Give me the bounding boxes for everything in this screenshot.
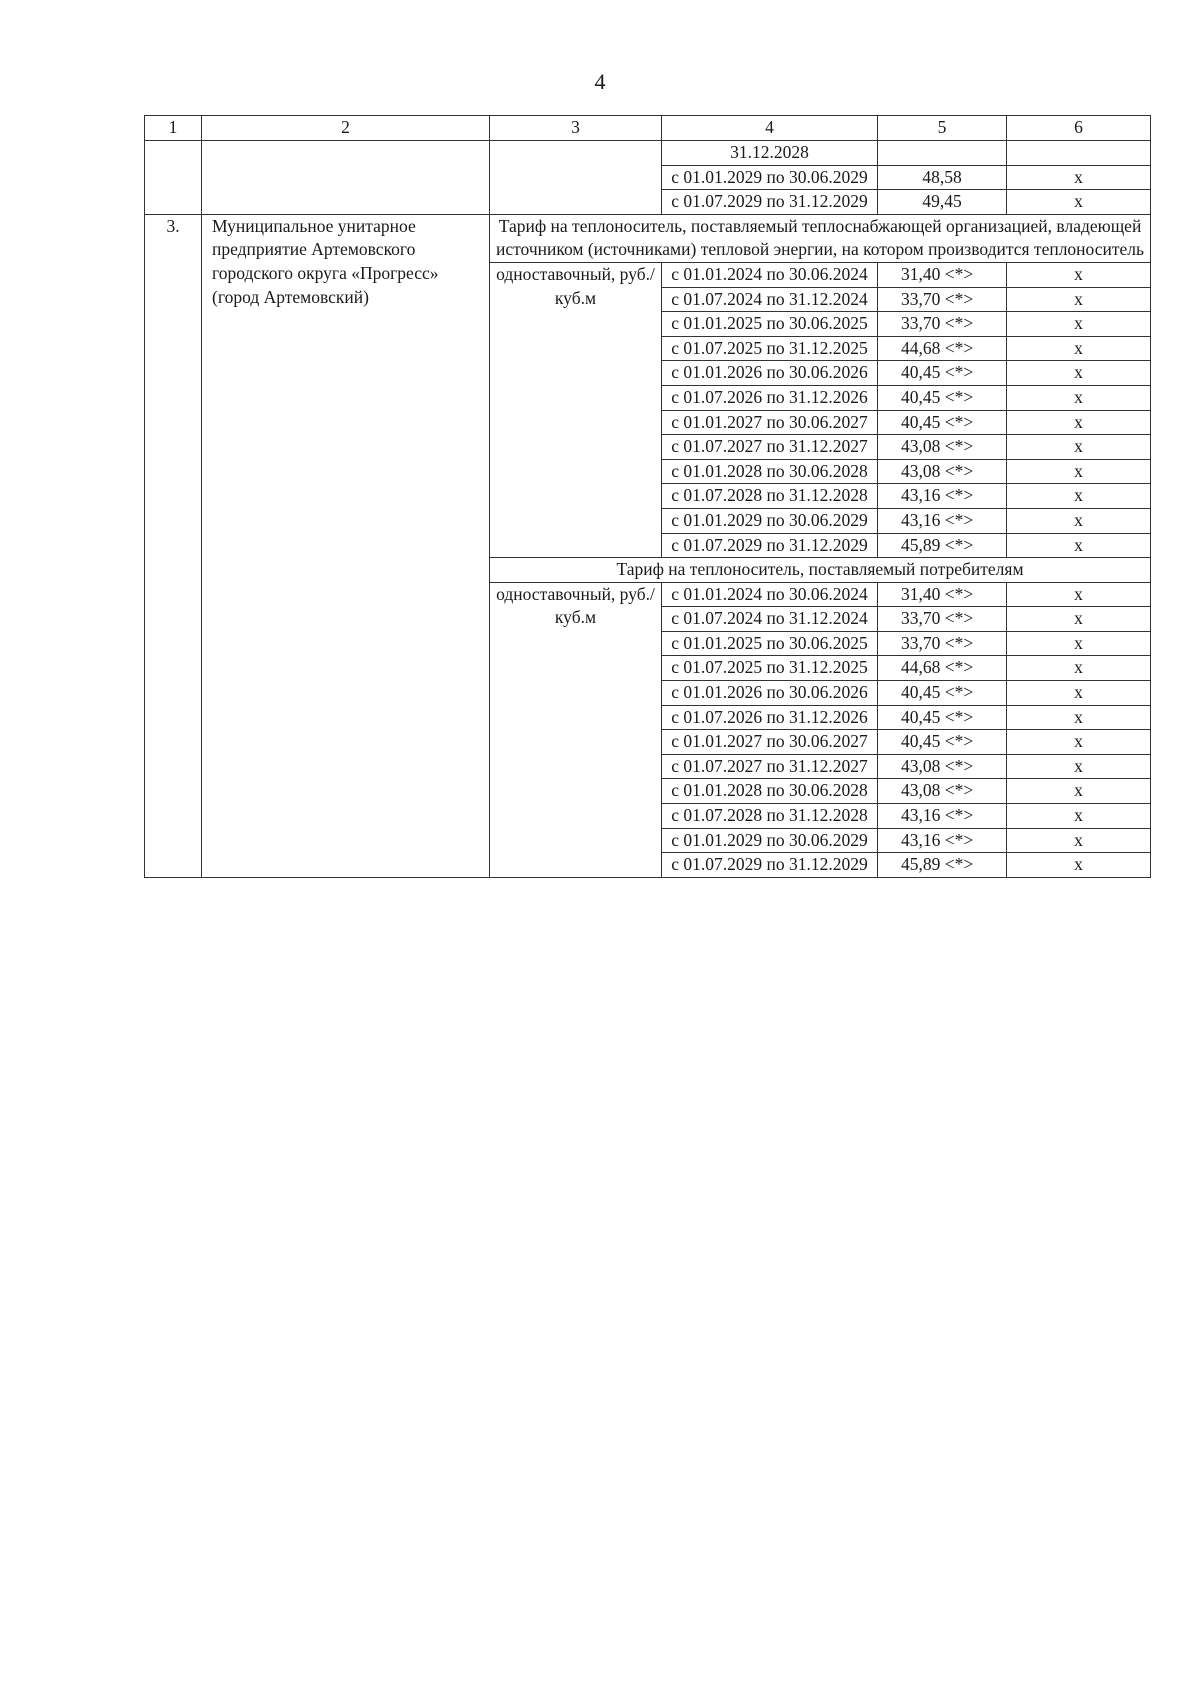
carry-row: [145, 141, 1151, 166]
tariff-value: 33,70 <*>: [878, 607, 1007, 632]
mark-cell: х: [1007, 190, 1151, 215]
mark-cell: х: [1007, 484, 1151, 509]
mark-cell: х: [1007, 385, 1151, 410]
period-cell: с 01.07.2027 по 31.12.2027: [662, 754, 878, 779]
tariff-value: 40,45 <*>: [878, 730, 1007, 755]
tariff-value: 45,89 <*>: [878, 533, 1007, 558]
period-cell: с 01.01.2025 по 30.06.2025: [662, 312, 878, 337]
tariff-value: 31,40 <*>: [878, 582, 1007, 607]
tariff-value: 43,08 <*>: [878, 779, 1007, 804]
tariff-value: 33,70 <*>: [878, 631, 1007, 656]
mark-cell: х: [1007, 435, 1151, 460]
mark-cell: х: [1007, 582, 1151, 607]
tariff-value: 31,40 <*>: [878, 262, 1007, 287]
period-cell: с 01.07.2024 по 31.12.2024: [662, 607, 878, 632]
period-cell: 31.12.2028: [662, 141, 878, 166]
period-cell: с 01.07.2026 по 31.12.2026: [662, 385, 878, 410]
mark-cell: х: [1007, 287, 1151, 312]
carry-rate-type-cell: [490, 141, 662, 215]
mark-cell: х: [1007, 165, 1151, 190]
period-cell: с 01.07.2029 по 31.12.2029: [662, 533, 878, 558]
rate-type: одноставочный, руб./куб.м: [490, 262, 662, 557]
carry-number-cell: [145, 141, 202, 215]
period-cell: с 01.07.2029 по 31.12.2029: [662, 190, 878, 215]
period-cell: с 01.07.2026 по 31.12.2026: [662, 705, 878, 730]
period-cell: с 01.01.2024 по 30.06.2024: [662, 262, 878, 287]
period-cell: с 01.01.2028 по 30.06.2028: [662, 779, 878, 804]
period-cell: с 01.01.2027 по 30.06.2027: [662, 410, 878, 435]
tariff-value: [878, 141, 1007, 166]
period-cell: с 01.01.2029 по 30.06.2029: [662, 828, 878, 853]
period-cell: с 01.07.2025 по 31.12.2025: [662, 336, 878, 361]
tariff-value: 33,70 <*>: [878, 287, 1007, 312]
period-cell: с 01.01.2024 по 30.06.2024: [662, 582, 878, 607]
tariff-value: 43,08 <*>: [878, 459, 1007, 484]
tariff-value: 40,45 <*>: [878, 410, 1007, 435]
mark-cell: х: [1007, 730, 1151, 755]
period-cell: с 01.07.2029 по 31.12.2029: [662, 853, 878, 878]
mark-cell: х: [1007, 262, 1151, 287]
mark-cell: х: [1007, 533, 1151, 558]
organization-name: Муниципальное унитарное предприятие Артемовского городского округа «Прогресс» (город Артемовский): [202, 214, 490, 877]
column-number: 1: [145, 116, 202, 141]
tariff-value: 43,16 <*>: [878, 484, 1007, 509]
section-title: Тариф на теплоноситель, поставляемый потребителям: [490, 558, 1151, 583]
period-cell: с 01.01.2027 по 30.06.2027: [662, 730, 878, 755]
period-cell: с 01.07.2027 по 31.12.2027: [662, 435, 878, 460]
rate-type: одноставочный, руб./куб.м: [490, 582, 662, 877]
column-number: 3: [490, 116, 662, 141]
period-cell: с 01.07.2028 по 31.12.2028: [662, 484, 878, 509]
mark-cell: [1007, 141, 1151, 166]
tariff-value: 43,16 <*>: [878, 804, 1007, 829]
tariff-value: 40,45 <*>: [878, 361, 1007, 386]
page-number: 4: [594, 69, 606, 94]
mark-cell: х: [1007, 459, 1151, 484]
mark-cell: х: [1007, 754, 1151, 779]
period-cell: с 01.01.2028 по 30.06.2028: [662, 459, 878, 484]
period-cell: с 01.07.2028 по 31.12.2028: [662, 804, 878, 829]
tariff-table: [144, 115, 1151, 878]
mark-cell: х: [1007, 681, 1151, 706]
mark-cell: х: [1007, 779, 1151, 804]
mark-cell: х: [1007, 336, 1151, 361]
mark-cell: х: [1007, 410, 1151, 435]
carry-organization-cell: [202, 141, 490, 215]
period-cell: с 01.01.2026 по 30.06.2026: [662, 361, 878, 386]
tariff-value: 40,45 <*>: [878, 385, 1007, 410]
mark-cell: х: [1007, 656, 1151, 681]
mark-cell: х: [1007, 361, 1151, 386]
tariff-value: 49,45: [878, 190, 1007, 215]
period-cell: с 01.01.2029 по 30.06.2029: [662, 508, 878, 533]
tariff-value: 44,68 <*>: [878, 336, 1007, 361]
mark-cell: х: [1007, 312, 1151, 337]
section-title: Тариф на теплоноситель, поставляемый теплоснабжающей организацией, владеющей источником (источниками) тепловой энергии, на котором производится теплоноситель: [490, 214, 1151, 262]
mark-cell: х: [1007, 828, 1151, 853]
mark-cell: х: [1007, 853, 1151, 878]
tariff-value: 44,68 <*>: [878, 656, 1007, 681]
tariff-value: 43,16 <*>: [878, 828, 1007, 853]
tariff-value: 43,16 <*>: [878, 508, 1007, 533]
tariff-value: 48,58: [878, 165, 1007, 190]
mark-cell: х: [1007, 631, 1151, 656]
tariff-value: 40,45 <*>: [878, 681, 1007, 706]
tariff-value: 40,45 <*>: [878, 705, 1007, 730]
tariff-value: 45,89 <*>: [878, 853, 1007, 878]
mark-cell: х: [1007, 804, 1151, 829]
period-cell: с 01.07.2024 по 31.12.2024: [662, 287, 878, 312]
tariff-value: 43,08 <*>: [878, 435, 1007, 460]
column-number: 2: [202, 116, 490, 141]
column-number: 4: [662, 116, 878, 141]
mark-cell: х: [1007, 607, 1151, 632]
entry-number: 3.: [145, 214, 202, 877]
mark-cell: х: [1007, 705, 1151, 730]
period-cell: с 01.01.2026 по 30.06.2026: [662, 681, 878, 706]
tariff-value: 33,70 <*>: [878, 312, 1007, 337]
period-cell: с 01.01.2029 по 30.06.2029: [662, 165, 878, 190]
mark-cell: х: [1007, 508, 1151, 533]
column-number-row: [145, 116, 1151, 141]
column-number: 6: [1007, 116, 1151, 141]
column-number: 5: [878, 116, 1007, 141]
period-cell: с 01.01.2025 по 30.06.2025: [662, 631, 878, 656]
section-title-row: [145, 214, 1151, 262]
tariff-value: 43,08 <*>: [878, 754, 1007, 779]
period-cell: с 01.07.2025 по 31.12.2025: [662, 656, 878, 681]
